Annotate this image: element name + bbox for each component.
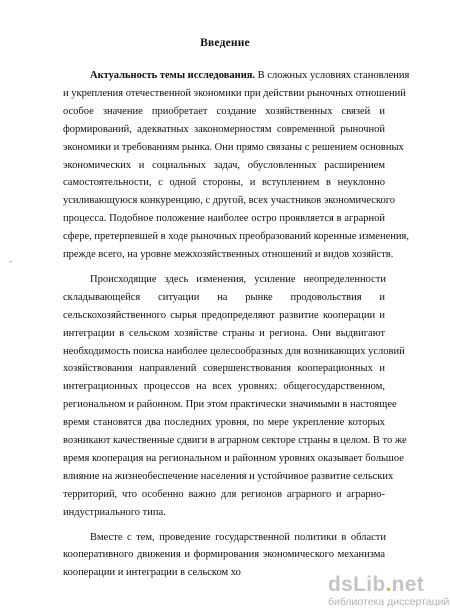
paragraph-3-line-1: Вместе с тем, проведение государственной политики в области	[90, 531, 386, 543]
paragraph-3-line-2: кооперативного движения и формирования экономического механизма	[63, 549, 385, 561]
paragraph-1-line-6: экономических и социальных задач, обусловленных расширением	[63, 159, 385, 171]
paragraph-3-line-3: кооперации и интеграции в сельском хо	[63, 567, 241, 579]
paragraph-1-line-3: особое значение приобретает создание хозяйственных связей и	[63, 105, 385, 117]
paragraph-2-line-11: время кооперация на региональном и районном уровнях оказывает большое	[63, 452, 404, 464]
paragraph-2-line-8: региональном и районном. При этом практически значимыми в настоящее	[63, 399, 397, 411]
paragraph-2-line-10: возникают качественные сдвиги в аграрном секторе страны в целом. В то же	[63, 435, 407, 446]
dslib-logo: dsLib.net	[328, 573, 425, 596]
paragraph-1-line-5: экономики и требованиям рынка. Они прямо связаны с решением основных	[63, 141, 404, 153]
paragraph-2-line-4: интеграции в сельском хозяйстве страны и региона. Они выдвигают	[63, 327, 385, 339]
paragraph-1-line-8: усиливающуюся конкуренцию, с другой, всех участников экономического	[63, 195, 396, 207]
paragraph-2-line-6: хозяйствования направлений совершенствования кооперационных и	[63, 363, 385, 375]
paragraph-2-line-3: сельскохозяйственного сырья предопределяют развитие кооперации и	[63, 309, 385, 321]
paragraph-2-line-1: Происходящие здесь изменения, усиление неопределенности	[90, 273, 386, 285]
dslib-watermark	[328, 573, 450, 610]
paragraph-1-line-10: сфере, претерпевшей в ходе рыночных преобразований коренные изменения,	[63, 231, 409, 243]
paragraph-2-line-7: интеграционных процессов на всех уровнях: общегосударственном,	[63, 381, 385, 393]
paragraph-1-line-1: Актуальность темы исследования. В сложных условиях становления	[90, 70, 410, 81]
paragraph-1-line-4: формирований, адекватных закономерностям современной рыночной	[63, 123, 385, 135]
paragraph-2-line-14: индустриального типа.	[63, 506, 166, 518]
paragraph-2-line-12: влияние на жизнеобеспечение населения и устойчивое развитие сельских	[63, 470, 394, 482]
paragraph-1-line-11: прежде всего, на уровне межхозяйственных отношений и видов хозяйств.	[63, 249, 394, 260]
paragraph-2-line-13: территорий, что особенно важно для регионов аграрного и аграрно-	[63, 488, 385, 500]
paragraph-2-line-9: время становятся два последних уровня, по мере укрепление которых	[63, 417, 385, 429]
paragraph-1-lead: Актуальность темы исследования.	[90, 70, 256, 81]
paragraph-1-line-9: процесса. Подобное положение наиболее остро проявляется в аграрной	[63, 213, 385, 225]
paragraph-1-line-2: и укрепления отечественной экономики при действии рыночных отношений	[63, 87, 406, 99]
paragraph-2-line-5: необходимость поиска наиболее целесообразных для возникающих условий	[63, 345, 405, 357]
paragraph-2-line-2: складывающейся ситуации на рынке продовольствия и	[63, 291, 385, 303]
margin-mark: -	[9, 256, 12, 266]
paragraph-1-line-7: самостоятельности, с одной стороны, и вступлением в неуклонно	[63, 177, 385, 189]
document-title: Введение	[200, 37, 250, 49]
dslib-subtitle: библиотека диссертаций	[328, 596, 450, 608]
